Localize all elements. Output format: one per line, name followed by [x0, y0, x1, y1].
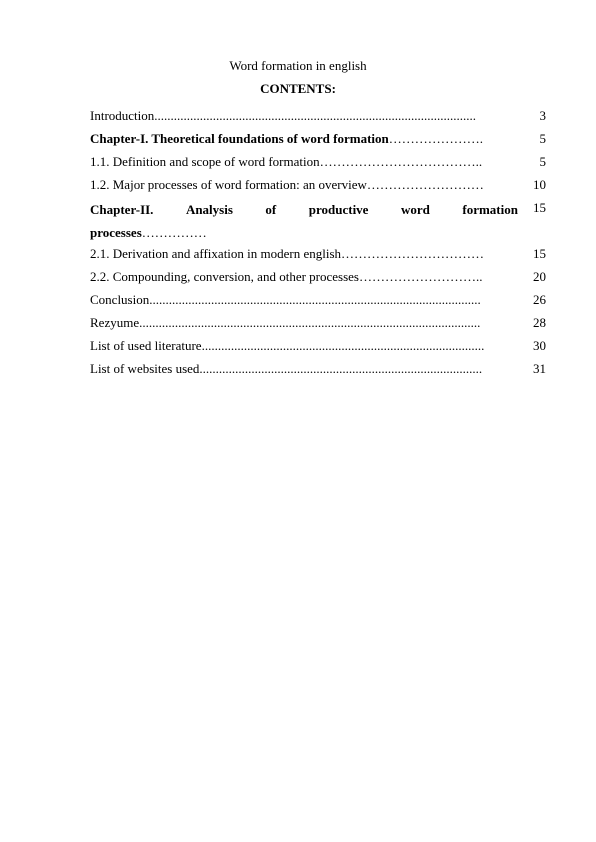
- toc-entry-page: 30: [533, 338, 546, 353]
- toc-entry-label: Conclusion: [90, 292, 150, 307]
- toc-entry-chapter-1: [90, 129, 546, 152]
- toc-entry-label: Rezyume: [90, 315, 140, 330]
- toc-entry-label-line-2: [90, 221, 518, 244]
- toc-entry-text: [90, 290, 518, 309]
- toc-entry-leader: .........................................................................................................: [139, 315, 481, 330]
- toc-entry-section-2-2: [90, 267, 546, 290]
- toc-entry-leader: .......................................................................................: [201, 338, 485, 353]
- toc-entry-page: 15: [533, 200, 546, 215]
- toc-entry-label: Chapter-I. Theoretical foundations of word formation: [90, 131, 389, 146]
- toc-word: productive: [308, 202, 369, 217]
- toc-entry-text: [90, 267, 518, 286]
- toc-entry-text: [90, 129, 518, 148]
- toc-entry-label: 2.1. Derivation and affixation in modern english: [90, 246, 342, 261]
- toc-entry-introduction: [90, 106, 546, 129]
- toc-entry-page: 15: [533, 246, 546, 261]
- toc-entry-page: 5: [539, 154, 546, 169]
- toc-entry-section-1-2: [90, 175, 546, 198]
- toc-entry-text: [90, 359, 518, 378]
- toc-entry-section-2-1: [90, 244, 546, 267]
- toc-word: of: [265, 202, 277, 217]
- toc-entry-leader: ......................................................................................................: [149, 292, 481, 307]
- contents-heading: CONTENTS:: [260, 81, 336, 96]
- toc-entry-label: 2.2. Compounding, conversion, and other processes: [90, 269, 359, 284]
- toc-entry-leader: ……………………………: [341, 246, 485, 261]
- toc-entry-text: [90, 336, 518, 355]
- toc-entry-label: 1.2. Major processes of word formation: an overview: [90, 177, 367, 192]
- toc-entry-text: [90, 198, 518, 244]
- toc-entry-label: List of websites used: [90, 361, 200, 376]
- toc-entry-text: [90, 244, 518, 263]
- toc-entry-page: 5: [539, 131, 546, 146]
- toc-entry-websites: [90, 359, 546, 382]
- toc-entry-leader: ...................................................................................................: [154, 108, 477, 123]
- toc-entry-leader: ………………………………..: [319, 154, 483, 169]
- toc-entry-leader: ………………….: [388, 131, 484, 146]
- toc-entry-page: 28: [533, 315, 546, 330]
- toc-entry-page: 10: [533, 177, 546, 192]
- toc-word: word: [400, 202, 430, 217]
- document-title: Word formation in english: [229, 58, 367, 73]
- toc-entry-chapter-2: [90, 198, 546, 244]
- toc-entry-label: Introduction: [90, 108, 155, 123]
- toc-entry-leader: ……………: [141, 225, 207, 240]
- toc-entry-label: 1.1. Definition and scope of word formation: [90, 154, 320, 169]
- toc-entry-literature: [90, 336, 546, 359]
- toc-entry-page: 31: [533, 361, 546, 376]
- toc-entry-page: 20: [533, 269, 546, 284]
- toc-entry-label: List of used literature: [90, 338, 202, 353]
- toc-entry-text: [90, 175, 518, 194]
- toc-word: formation: [462, 202, 518, 217]
- toc-entry-page: 3: [539, 108, 546, 123]
- toc-word: Analysis: [185, 202, 233, 217]
- toc-entry-leader: ………………………: [366, 177, 484, 192]
- toc-entry-leader: ………………………..: [358, 269, 483, 284]
- toc-entry-rezyume: [90, 313, 546, 336]
- toc-entry-section-1-1: [90, 152, 546, 175]
- toc-entry-text: [90, 106, 518, 125]
- toc-entry-page: 26: [533, 292, 546, 307]
- table-of-contents: [90, 106, 546, 382]
- toc-entry-conclusion: [90, 290, 546, 313]
- toc-entry-text: [90, 152, 518, 171]
- toc-entry-text: [90, 313, 518, 332]
- toc-entry-label-line-1: [90, 198, 518, 221]
- toc-entry-label: processes: [90, 225, 142, 240]
- toc-word: Chapter-II.: [90, 202, 154, 217]
- toc-entry-leader: .......................................................................................: [199, 361, 483, 376]
